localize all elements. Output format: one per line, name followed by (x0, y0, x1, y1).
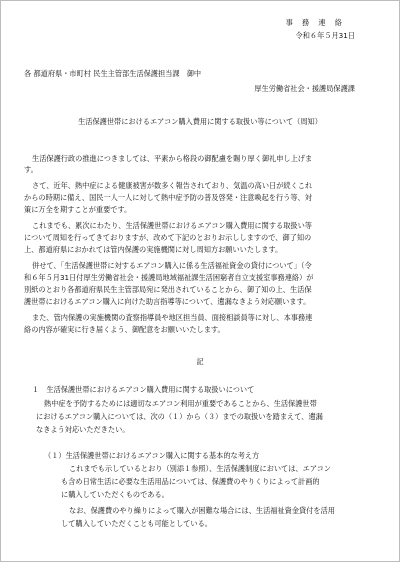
paragraph-5-line: また、管内保護の実施機関の査察指導員や地区担当員、面接相談員等に対し、本事務連 (32, 313, 313, 322)
paragraph-3-line: これまでも、累次にわたり、生活保護世帯におけるエアコン購入費用に関する取扱い等 (32, 221, 312, 230)
sender: 厚生労働省社会・援護局保護課 (254, 84, 355, 93)
paragraph-2-line: からの時期に備え、国民一人一人に対して熱中症予防の普及啓発・注意喚起を行う等、対 (24, 193, 312, 202)
paragraph-2-line: さて、近年、熱中症による健康被害が数多く報告されており、気温の高い日が続くこれ (32, 181, 313, 190)
subsection-1-heading: （１）生活保護世帯におけるエアコン購入に関する基本的な考え方 (44, 451, 260, 460)
document-title: 生活保護世帯におけるエアコン購入費用に関する取扱い等について（周知） (78, 117, 322, 126)
subsection-1-line: なお、保護費のやり繰りによって購入が困難な場合には、生活福祉資金貸付を活用 (69, 506, 335, 515)
ki-marker: 記 (196, 357, 204, 366)
subsection-1-line: これまでも示しているとおり（別添１参照）、生活保護制度においては、エアコン (69, 464, 331, 473)
addressee: 各 都道府県・市町村 民生主管部生活保護担当課 御中 (24, 69, 202, 78)
subsection-1-line: も含め日常生活に必要な生活用品については、保護費のやりくりによって計画的 (61, 477, 320, 486)
document-date: 令和６年５月31日 (295, 31, 355, 40)
section-1-line: におけるエアコン購入については、次の（１）から（３）までの取扱いを踏まえて、遺漏 (36, 412, 323, 421)
subsection-1-line: に購入していただくものである。 (61, 490, 169, 499)
document-type: 事 務 連 絡 (285, 18, 343, 27)
paragraph-5-line: 絡の内容が確実に行き届くよう、御配意をお願いいたします。 (24, 325, 225, 334)
paragraph-3-line: について周知を行ってきておりますが、改めて下記のとおりお示ししますので、御了知の (24, 233, 312, 242)
paragraph-3-line: 上、都道府県におかれては管内保護の実施機関に対し周知方お願いいたします。 (24, 245, 283, 254)
paragraph-1-line: 生活保護行政の推進につきましては、平素から格段の御配慮を賜り厚く御礼申し上げま (32, 154, 313, 163)
section-1-line: 熱中症を予防するためには適切なエアコン利用が重要であることから、生活保護世帯 (44, 399, 317, 408)
paragraph-4-line: 別紙のとおり各都道府県民生主管部局宛に発出されていることから、御了知の上、生活保 (24, 285, 312, 294)
paragraph-2-line: 策に万全を期すことが重要です。 (24, 205, 132, 214)
paragraph-1-line: す。 (24, 165, 38, 174)
section-1-heading: １ 生活保護世帯におけるエアコン購入費用に関する取扱いについて (32, 385, 255, 394)
paragraph-4-line: 護世帯におけるエアコン購入に向けた助言指導等について、遺漏なきよう対応願います。 (24, 297, 311, 306)
paragraph-4-line: 併せて、「生活保護世帯に対するエアコン購入に係る生活福祉資金の貸付について」（令 (32, 261, 312, 270)
subsection-1-line: して購入していただくことも可能としている。 (61, 519, 212, 528)
section-1-line: なきよう対応いただきたい。 (36, 425, 130, 434)
paragraph-4-line: 和６年５月31日付厚生労働省社会・援護局地域福祉課生活困窮者自立支援室事務連絡）が (24, 273, 314, 282)
